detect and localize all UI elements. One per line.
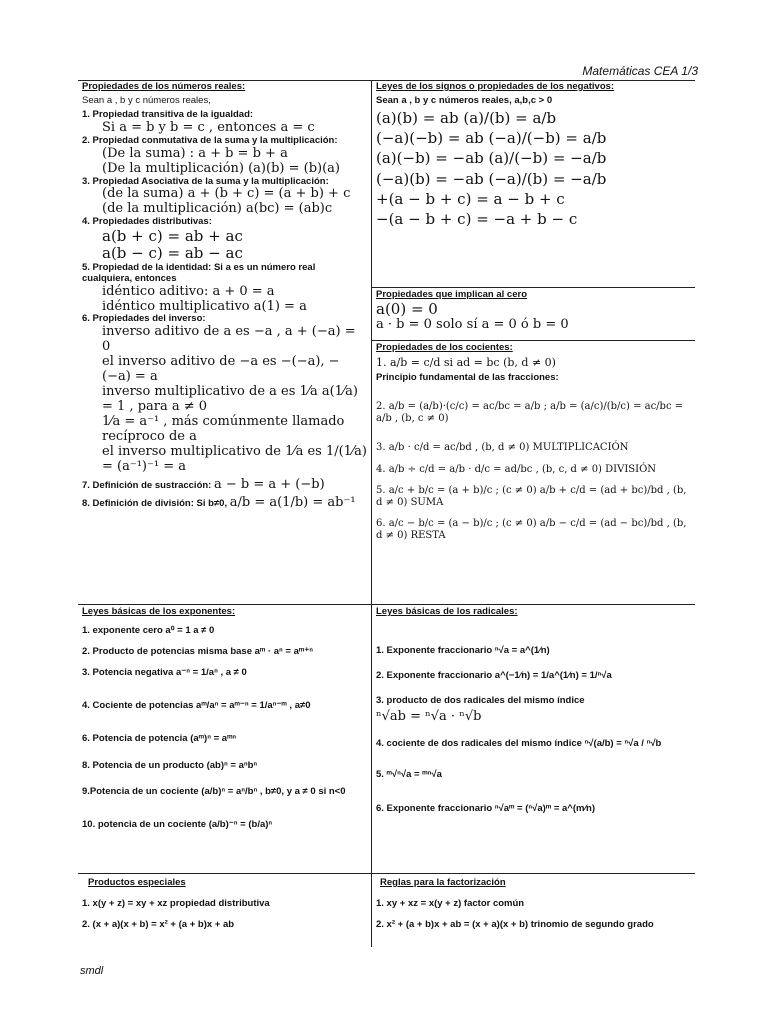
reales-item-8: 8. Definición de división: Si b≠0, <box>82 497 228 509</box>
radicales-line: ⁿ√ab = ⁿ√a · ⁿ√b <box>376 708 482 724</box>
signos-section <box>376 82 694 231</box>
exponentes-line: 4. Cociente de potencias aᵐ/aⁿ = aᵐ⁻ⁿ = 1/aⁿ⁻ᵐ , a≠0 <box>82 699 311 711</box>
signos-line: (a)(−b) = −ab (a)/(−b) = −a/b <box>376 149 607 168</box>
reales-line: (De la suma) : a + b = b + a <box>102 145 288 161</box>
factorizacion-line: 2. x² + (a + b)x + ab = (x + a)(x + b) trinomio de segundo grado <box>376 918 654 930</box>
factorizacion-title: Reglas para la factorización <box>380 877 506 888</box>
reales-item-3: 3. Propiedad Asociativa de la suma y la multiplicación: <box>82 175 329 187</box>
radicales-line: 1. Exponente fraccionario ⁿ√a = a^(1⁄n) <box>376 644 550 656</box>
divider-center <box>371 80 372 947</box>
signos-intro: Sean a , b y c números reales, a,b,c > 0 <box>376 94 553 106</box>
reales-line: el inverso aditivo de −a es −(−a), −(−a) = a <box>102 354 340 385</box>
reales-line: (De la multiplicación) (a)(b) = (b)(a) <box>102 160 340 176</box>
reales-item-7: 7. Definición de sustracción: <box>82 479 212 491</box>
page-header: Matemáticas CEA 1/3 <box>582 64 698 78</box>
reales-line: a/b = a(1/b) = ab⁻¹ <box>229 494 356 510</box>
reales-item-2: 2. Propiedad conmutativa de la suma y la multiplicación: <box>82 134 338 146</box>
signos-line: (−a)(b) = −ab (−a)/(b) = −a/b <box>376 169 607 188</box>
cero-line: a(0) = 0 <box>376 299 438 318</box>
reales-item-1: 1. Propiedad transitiva de la igualdad: <box>82 108 254 120</box>
factorizacion-line: 1. xy + xz = x(y + z) factor común <box>376 897 525 909</box>
reales-intro: Sean a , b y c números reales, <box>82 94 211 106</box>
reales-line: a(b + c) = ab + ac <box>102 227 243 246</box>
divider-bottom <box>78 873 695 874</box>
divider-cero <box>371 287 695 288</box>
productos-title: Productos especiales <box>88 877 186 888</box>
cocientes-line-2: 2. a/b = (a/b)·(c/c) = ac/bc = a/b ; a/b = (a/c)/(b/c) = ac/bc = a/b , (b, c ≠ 0) <box>376 401 684 424</box>
cocientes-line-5: 5. a/c + b/c = (a + b)/c ; (c ≠ 0) a/b + c/d = (ad + bc)/bd , (b, d ≠ 0) SUMA <box>376 485 687 508</box>
radicales-section <box>376 607 694 818</box>
signos-line: (a)(b) = ab (a)/(b) = a/b <box>376 108 557 127</box>
reales-line: (de la suma) a + (b + c) = (a + b) + c <box>102 186 351 202</box>
page-footer: smdl <box>80 965 104 977</box>
reales-line: idéntico multiplicativo a(1) = a <box>102 298 307 314</box>
cocientes-line-3: 3. a/b · c/d = ac/bd , (b, d ≠ 0) MULTIPLICACIÓN <box>376 442 629 454</box>
exponentes-title: Leyes básicas de los exponentes: <box>82 606 236 617</box>
cocientes-title: Propiedades de los cocientes: <box>376 342 513 353</box>
reales-item-4: 4. Propiedades distributivas: <box>82 216 212 228</box>
reales-item-5: 5. Propiedad de la identidad: Si a es un número real cualquiera, entonces <box>82 261 316 284</box>
reales-line: idéntico aditivo: a + 0 = a <box>102 283 275 299</box>
cocientes-line-1: 1. a/b = c/d si ad = bc (b, d ≠ 0) <box>376 355 556 369</box>
signos-line: (−a)(−b) = ab (−a)/(−b) = a/b <box>376 129 607 148</box>
cero-line: a · b = 0 solo sí a = 0 ó b = 0 <box>376 317 569 333</box>
radicales-title: Leyes básicas de los radicales: <box>376 606 518 617</box>
exponentes-line: 8. Potencia de un producto (ab)ⁿ = aⁿbⁿ <box>82 759 258 771</box>
cocientes-principio: Principio fundamental de las fracciones: <box>376 371 559 383</box>
cocientes-line-4: 4. a/b ÷ c/d = a/b · d/c = ad/bc , (b, c, d ≠ 0) DIVISIÓN <box>376 463 657 475</box>
reales-line: inverso multiplicativo de a es 1⁄a a(1⁄a) = 1 , para a ≠ 0 <box>102 384 358 415</box>
reales-item-6: 6. Propiedades del inverso: <box>82 313 206 325</box>
reales-line: el inverso multiplicativo de 1⁄a es 1/(1⁄a) = (a⁻¹)⁻¹ = a <box>102 443 367 474</box>
productos-line: 2. (x + a)(x + b) = x² + (a + b)x + ab <box>82 918 235 930</box>
radicales-line: 2. Exponente fraccionario a^(−1⁄n) = 1/a^(1⁄n) = 1/ⁿ√a <box>376 669 612 681</box>
reales-line: (de la multiplicación) a(bc) = (ab)c <box>102 201 333 217</box>
reales-line: a − b = a + (−b) <box>213 476 325 492</box>
cero-section <box>376 290 694 333</box>
reales-line: inverso aditivo de a es −a , a + (−a) = 0 <box>102 324 356 355</box>
factorizacion-section <box>376 878 694 934</box>
divider-middle <box>78 604 695 605</box>
radicales-line: 5. ᵐ√ⁿ√a = ᵐⁿ√a <box>376 768 442 780</box>
exponentes-line: 3. Potencia negativa a⁻ⁿ = 1/aⁿ , a ≠ 0 <box>82 666 247 678</box>
reales-title: Propiedades de los números reales: <box>82 81 246 92</box>
exponentes-line: 2. Producto de potencias misma base aᵐ · aⁿ = aᵐ⁺ⁿ <box>82 645 314 657</box>
cocientes-section <box>376 343 694 544</box>
reales-line: Si a = b y b = c , entonces a = c <box>102 119 315 135</box>
cocientes-line-6: 6. a/c − b/c = (a − b)/c ; (c ≠ 0) a/b − c/d = (ad − bc)/bd , (b, d ≠ 0) RESTA <box>376 518 687 541</box>
signos-line: −(a − b + c) = −a + b − c <box>376 210 578 229</box>
exponentes-line: 6. Potencia de potencia (aᵐ)ⁿ = aᵐⁿ <box>82 732 237 744</box>
reales-section <box>82 82 367 514</box>
reales-line: 1⁄a = a⁻¹ , más comúnmente llamado recíproco de a <box>102 413 345 444</box>
exponentes-line: 9.Potencia de un cociente (a/b)ⁿ = aⁿ/bⁿ , b≠0, y a ≠ 0 si n<0 <box>82 786 346 798</box>
signos-line: +(a − b + c) = a − b + c <box>376 189 565 208</box>
radicales-line: 6. Exponente fraccionario ⁿ√aᵐ = (ⁿ√a)ᵐ = a^(m⁄n) <box>376 803 596 815</box>
exponentes-section <box>82 607 367 834</box>
productos-line: 1. x(y + z) = xy + xz propiedad distributiva <box>82 897 270 909</box>
radicales-line: 3. producto de dos radicales del mismo índice <box>376 694 585 706</box>
reales-line: a(b − c) = ab − ac <box>102 244 243 263</box>
radicales-line: 4. cociente de dos radicales del mismo índice ⁿ√(a/b) = ⁿ√a / ⁿ√b <box>376 737 662 749</box>
productos-section <box>82 878 367 934</box>
signos-title: Leyes de los signos o propiedades de los negativos: <box>376 81 615 92</box>
divider-cocientes <box>371 340 695 341</box>
exponentes-line: 1. exponente cero a⁰ = 1 a ≠ 0 <box>82 624 215 636</box>
exponentes-line: 10. potencia de un cociente (a/b)⁻ⁿ = (b/a)ⁿ <box>82 819 273 831</box>
cero-title: Propiedades que implican al cero <box>376 289 527 300</box>
